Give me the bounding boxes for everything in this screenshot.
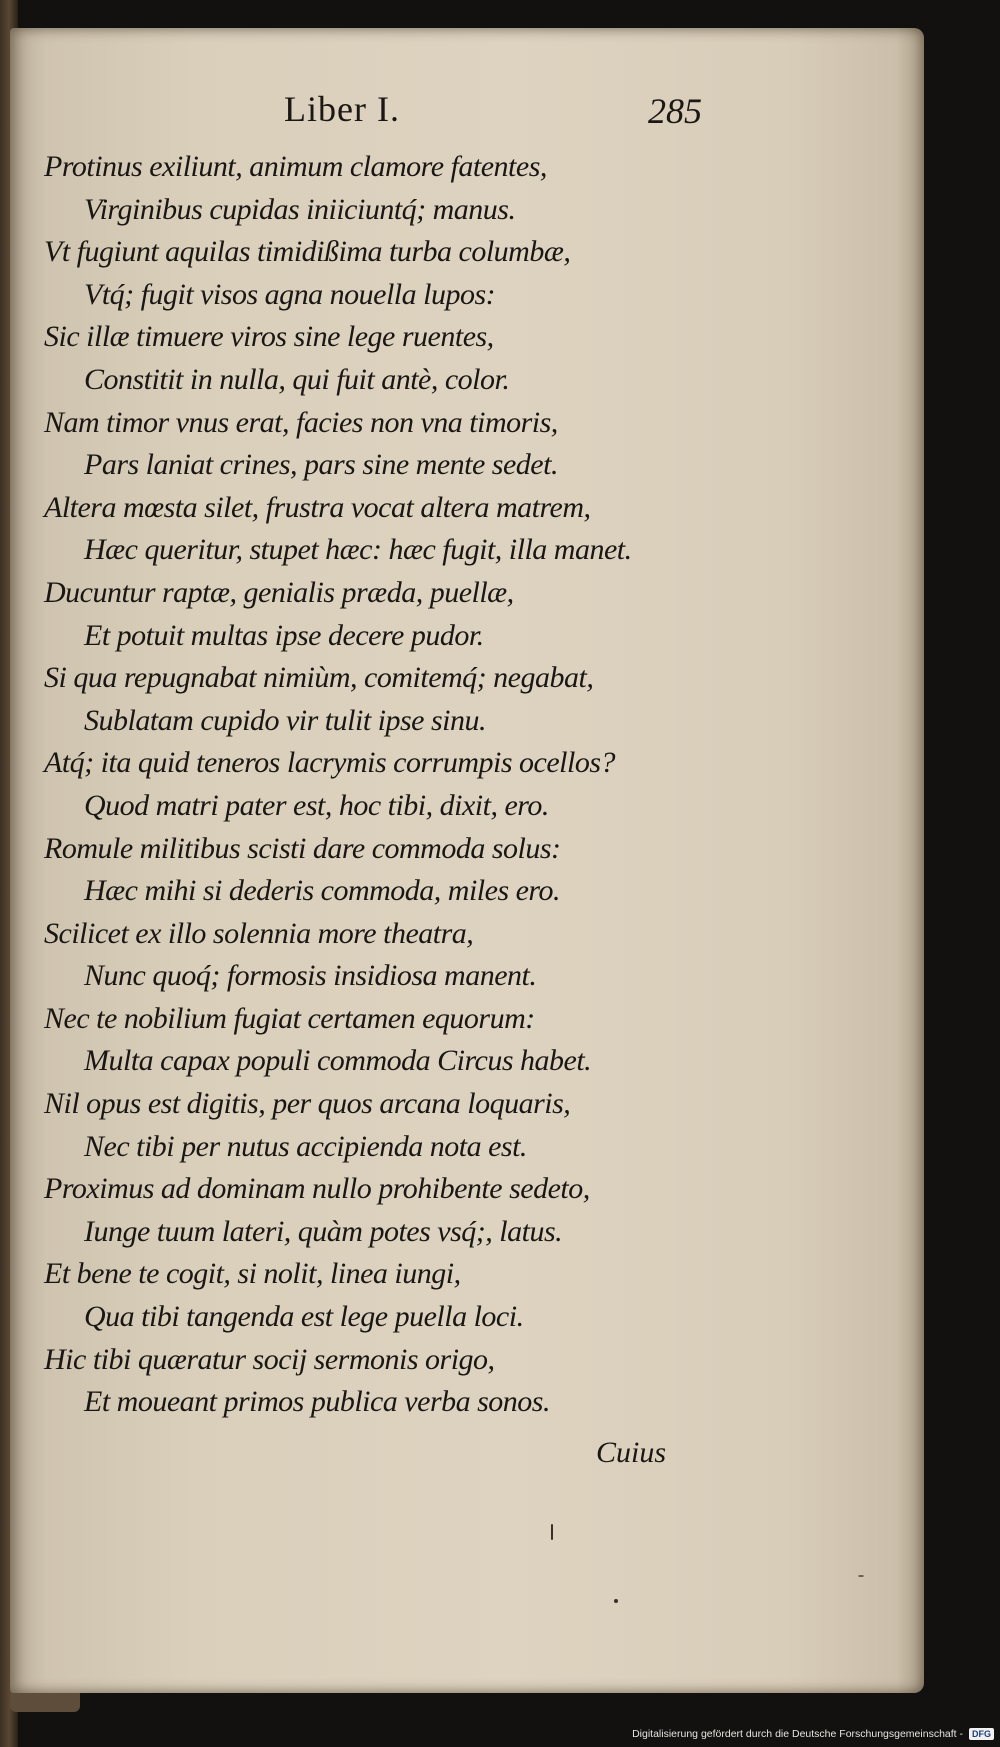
verse-line: Sic illæ timuere viros sine lege ruentes, (44, 320, 494, 354)
verse-line: Et moueant primos publica verba sonos. (84, 1385, 550, 1419)
page-number: 285 (648, 91, 702, 131)
ink-speck (858, 1575, 864, 1577)
verse-block (0, 146, 900, 1424)
verse-line: Multa capax populi commoda Circus habet. (84, 1044, 592, 1078)
verse-line: Nec tibi per nutus accipienda nota est. (84, 1129, 527, 1163)
verse-line: Virginibus cupidas iniiciuntq́; manus. (84, 192, 516, 226)
verse-line: Hæc queritur, stupet hæc: hæc fugit, illa manet. (84, 533, 632, 567)
catchword: Cuius (596, 1436, 667, 1469)
verse-line: Hic tibi quæratur socij sermonis origo, (44, 1342, 495, 1376)
verse-line: Et potuit multas ipse decere pudor. (84, 618, 484, 652)
verse-line: Quod matri pater est, hoc tibi, dixit, ero. (84, 788, 549, 822)
verse-line: Nam timor vnus erat, facies non vna timoris, (44, 405, 558, 439)
digitization-credit (632, 1725, 994, 1743)
verse-line: Iunge tuum lateri, quàm potes vsq́;, latus. (84, 1214, 563, 1248)
verse-line: Qua tibi tangenda est lege puella loci. (84, 1300, 524, 1334)
verse-line: Hæc mihi si dederis commoda, miles ero. (84, 874, 560, 908)
verse-line: Atq́; ita quid teneros lacrymis corrumpis ocellos? (44, 746, 615, 780)
dfg-logo: DFG (969, 1728, 994, 1740)
credit-text: Digitalisierung gefördert durch die Deutsche Forschungsgemeinschaft - (632, 1728, 963, 1740)
verse-line: Constitit in nulla, qui fuit antè, color. (84, 362, 510, 396)
running-title: Liber I. (284, 89, 400, 129)
verse-line: Sublatam cupido vir tulit ipse sinu. (84, 703, 486, 737)
ink-speck (551, 1524, 553, 1540)
verse-line: Et bene te cogit, si nolit, linea iungi, (44, 1257, 461, 1291)
verse-line: Protinus exiliunt, animum clamore fatentes, (44, 150, 547, 183)
verse-line: Pars laniat crines, pars sine mente sedet. (84, 448, 558, 482)
verse-line: Nec te nobilium fugiat certamen equorum: (44, 1001, 535, 1035)
verse-line: Nunc quoq́; formosis insidiosa manent. (84, 959, 537, 993)
verse-line: Si qua repugnabat nimiùm, comitemq́; negabat, (44, 661, 594, 695)
verse-line: Nil opus est digitis, per quos arcana loquaris, (44, 1087, 571, 1121)
verse-line: Vt fugiunt aquilas timidißima turba columbæ, (44, 235, 571, 269)
verse-line: Altera mœsta silet, frustra vocat altera matrem, (44, 490, 591, 524)
verse-line: Proximus ad dominam nullo prohibente sedeto, (44, 1172, 590, 1206)
verse-line: Scilicet ex illo solennia more theatra, (44, 916, 474, 950)
binding-corner (10, 1690, 80, 1712)
verse-line: Vtq́; fugit visos agna nouella lupos: (84, 277, 496, 311)
ink-speck (614, 1599, 618, 1603)
verse-line: Romule militibus scisti dare commoda solus: (44, 831, 561, 865)
verse-line: Ducuntur raptæ, genialis præda, puellæ, (44, 575, 514, 609)
